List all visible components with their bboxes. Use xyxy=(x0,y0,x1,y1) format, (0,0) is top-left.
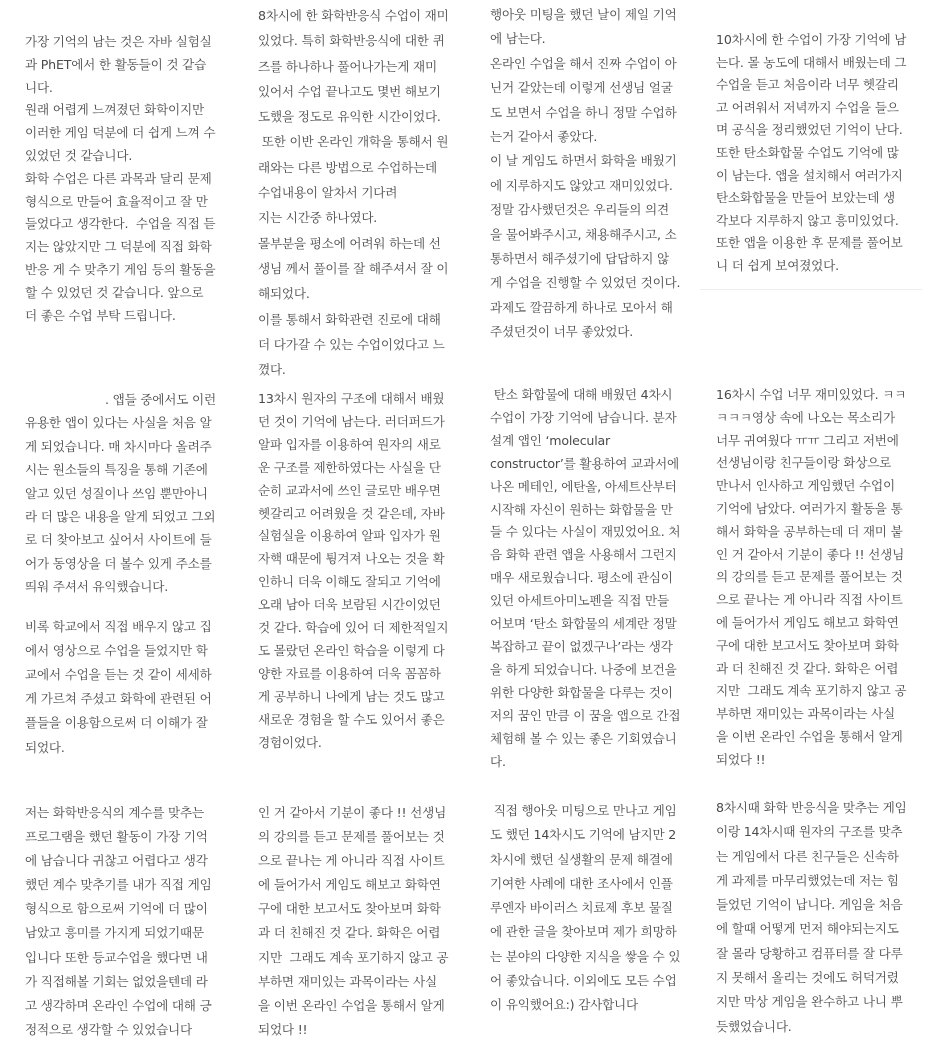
text-line: 시는 원소들의 특징을 통해 기존에 xyxy=(25,462,208,478)
text-line: 게 수업을 진행할 수 있었던 것이다. xyxy=(490,275,681,291)
text-line: 띄워 주셔서 유익했습니다. xyxy=(25,579,169,595)
text-line: 닌거 같았는데 이렇게 선생님 얼굴 xyxy=(490,80,673,96)
text-line: 해서 화학을 공부하는데 더 재미 붙 xyxy=(716,523,903,539)
text-line: 차시에 했던 실생활의 문제 해결에 xyxy=(490,851,673,867)
text-line: 화학 수업은 다른 과목과 달리 문제 xyxy=(25,170,212,186)
text-line: 플들을 이용함으로써 더 이해가 잘 xyxy=(25,715,208,731)
text-line: 반응 게 수 맞추기 게임 등의 활동을 xyxy=(25,261,216,277)
text-line: 또한 앱을 이용한 후 문제를 풀어보 xyxy=(716,235,903,251)
text-line: 듯했었습니다. xyxy=(716,1018,792,1034)
paragraph xyxy=(258,3,449,382)
text-line: 비록 학교에서 직접 배우지 않고 집 xyxy=(25,618,212,634)
text-line: 게 과제를 마무리했었는데 저는 힘 xyxy=(716,872,899,888)
text-line: 16차시 수업 너무 재미있었다. ㅋㅋ xyxy=(716,387,907,402)
text-line: 할 수 있었던 것 같습니다. 앞으로 xyxy=(25,284,204,300)
text-line: 행아웃 미팅을 했던 날이 제일 기억 xyxy=(490,7,677,22)
text-line: 가장 기억의 남는 것은 자바 실험실 xyxy=(25,34,212,49)
feedback-text-block xyxy=(258,3,449,382)
paragraph xyxy=(258,801,448,1042)
text-line: 선생님이랑 친구들이랑 화상으로 xyxy=(716,455,892,471)
text-line: 몰부분을 평소에 어려워 하는데 선 xyxy=(258,235,441,251)
text-line: 수업을 듣고 처음이라 너무 헷갈리 xyxy=(716,77,899,93)
text-line: 8차시때 화학 반응식을 맞추는 게임 xyxy=(716,800,907,815)
text-line: 부하면 재미있는 과목이라는 사실 xyxy=(716,706,895,722)
text-line: 과 더 친해진 것 같다. 화학은 어렵 xyxy=(258,925,441,941)
text-line: 인 거 같아서 기분이 좋다 !! 선생님 xyxy=(258,805,447,820)
text-line: 지만 막상 게임을 완수하고 나니 뿌 xyxy=(716,994,903,1010)
text-line: 에 들어가서 게임도 해보고 화학연 xyxy=(716,614,899,630)
text-line: 이러한 게임 덕분에 더 쉽게 느껴 수 xyxy=(25,125,216,141)
text-line: 던 것이 기억에 남는다. 러더퍼드가 xyxy=(258,413,445,429)
text-line: 이 날 게임도 하면서 화학을 배웠기 xyxy=(490,153,677,169)
text-line: 도 보면서 수업을 하니 정말 수업하 xyxy=(490,104,677,120)
text-line: 오래 남아 더욱 보람된 시간이었던 xyxy=(258,597,441,613)
text-line: 에 지루하지도 않았고 재미있었다. xyxy=(490,177,673,193)
paragraph xyxy=(258,388,448,755)
text-line: 에 관한 글을 찾아보며 제가 희망하 xyxy=(490,924,677,940)
text-line: 수업이 가장 기억에 남습니다. 분자 xyxy=(490,409,677,425)
text-line: 의 강의를 듣고 문제를 풀어보는 것 xyxy=(258,829,445,845)
text-line: 잘 몰라 당황하고 컴퓨터를 잘 다루 xyxy=(716,945,903,961)
paragraph xyxy=(716,384,906,772)
text-line: 남았고 흥미를 가지게 되었기때문 xyxy=(25,925,204,941)
text-line: 에 할때 어떻게 먼저 해야되는지도 xyxy=(716,921,899,937)
text-line: 교에서 수업을 듣는 것 같이 세세하 xyxy=(25,667,212,683)
text-line: 인 거 같아서 기분이 좋다 !! 선생님 xyxy=(716,546,905,562)
text-line: 며 공식을 정리했었던 기억이 난다. xyxy=(716,122,903,138)
feedback-text-block xyxy=(25,388,216,760)
text-line: 어가 동영상을 더 볼수 있게 주소를 xyxy=(25,555,212,571)
feedback-text-block xyxy=(716,29,906,278)
text-line: 유용한 앱이 있다는 사실을 처음 알 xyxy=(25,415,212,431)
text-line: 이 유익했어요:) 감사합니다 xyxy=(490,997,638,1013)
text-line: 고 생각하며 온라인 수업에 대해 긍 xyxy=(25,997,212,1013)
text-line: 구에 대한 보고서도 찾아보며 화학 xyxy=(716,637,899,653)
text-line: 들었다고 생각한다. 수업을 직접 듣 xyxy=(25,216,216,232)
text-line: 지 못해서 올리는 것에도 허덕거렸 xyxy=(716,970,899,986)
text-line: 는 분야의 다양한 지식을 쌓을 수 있 xyxy=(490,948,681,964)
text-line: 경험이었다. xyxy=(258,734,322,750)
text-line: 새로운 경험을 할 수도 있어서 좋은 xyxy=(258,711,445,727)
text-line: 탄소화합물을 만들어 보았는데 생 xyxy=(716,190,895,206)
text-line: 으로 끝나는 게 아니라 직접 사이트 xyxy=(716,592,903,608)
text-line: 도 했던 14차시도 기억에 남지만 2 xyxy=(490,827,677,843)
feedback-text-block xyxy=(490,3,680,345)
text-line: 과 더 친해진 것 같다. 화학은 어렵 xyxy=(716,660,899,676)
text-line: 있었다. 특히 화학반응식에 대한 퀴 xyxy=(258,33,445,49)
text-line: 운 구조를 제한하였다는 사실을 단 xyxy=(258,459,441,475)
text-line: 직접 행아웃 미팅으로 만나고 게임 xyxy=(490,803,677,818)
text-line: 생님 께서 풀이를 잘 해주셔서 잘 이 xyxy=(258,260,449,276)
text-line: 이 남는다. 앱을 설치해서 여러가지 xyxy=(716,167,903,183)
text-line: 형식으로 만들어 효율적이고 잘 만 xyxy=(25,193,208,209)
text-line: 온라인 수업을 해서 진짜 수업이 아 xyxy=(490,55,677,71)
text-line: 과 PhET에서 한 활동들이 것 같습 xyxy=(25,56,207,72)
text-line: 과제도 깔끔하게 하나로 모아서 해 xyxy=(490,299,673,315)
text-line: 알파 입자를 이용하여 원자의 새로 xyxy=(258,436,441,452)
text-line: 에 남습니다 귀찮고 어렵다고 생각 xyxy=(25,853,208,869)
text-line: 에서 영상으로 수업을 들었지만 학 xyxy=(25,642,208,658)
text-line: 게 가르쳐 주셨고 화학에 관련된 어 xyxy=(25,691,212,707)
feedback-text-block xyxy=(716,796,907,1039)
text-line: 각보다 지루하지 않고 흥미있었다. xyxy=(716,212,899,228)
text-line: 시작해 자신이 원하는 화합물을 만 xyxy=(490,501,673,517)
text-line: 위한 다양한 화합물을 다루는 것이 xyxy=(490,684,673,700)
paragraph xyxy=(490,384,680,773)
text-line: 정적으로 생각할 수 있었습니다 xyxy=(25,1021,192,1037)
text-line: 꼈다. xyxy=(258,362,286,378)
text-line: 있어서 수업 끝나고도 몇번 해보기 xyxy=(258,83,441,99)
text-line: 을 물어봐주시고, 채용해주시고, 소 xyxy=(490,226,677,242)
text-line: 다. xyxy=(490,753,506,769)
text-line: 어보며 ‘탄소 화합물의 세계란 정말 xyxy=(490,616,677,632)
text-line: . 앱들 중에서도 이런 xyxy=(105,392,216,407)
text-line: 음 화학 관련 앱을 사용해서 그런지 xyxy=(490,547,677,563)
text-line: 수업내용이 알차서 기다려 xyxy=(258,185,398,201)
text-line: 구에 대한 보고서도 찾아보며 화학 xyxy=(258,901,441,917)
text-line: 것 같다. 학습에 있어 더 제한적일지 xyxy=(258,620,449,636)
text-line: 8차시에 한 화학반응식 수업이 재미 xyxy=(258,8,449,23)
text-line: 도했을 정도로 유익한 시간이었다. xyxy=(258,109,441,125)
text-line: 의 강의를 듣고 문제를 풀어보는 것 xyxy=(716,569,903,585)
divider xyxy=(700,289,922,290)
text-line: 원래 어렵게 느껴졌던 화학이지만 xyxy=(25,102,204,118)
text-line: 부하면 재미있는 과목이라는 사실 xyxy=(258,973,437,989)
text-line: 되었다 !! xyxy=(716,751,766,767)
text-line: ㅋㅋㅋ영상 속에 나오는 목소리가 xyxy=(716,409,895,425)
text-line: 라 더 많은 내용을 알게 되었고 그외 xyxy=(25,509,216,525)
feedback-text-block xyxy=(490,384,680,773)
text-line: 인하니 더욱 이해도 잘되고 기억에 xyxy=(258,574,441,590)
text-line: 게 공부하니 나에게 남는 것도 많고 xyxy=(258,688,445,704)
text-line: 루엔자 바이러스 치료제 후보 물질 xyxy=(490,900,673,916)
text-line: 매우 새로웠습니다. 평소에 관심이 xyxy=(490,570,673,586)
text-line: 지는 시간중 하나였다. xyxy=(258,210,378,226)
paragraph xyxy=(490,3,680,345)
text-line: 에 남는다. xyxy=(490,31,546,47)
text-line: 있던 아세트아미노펜을 직접 만들 xyxy=(490,593,669,609)
text-line: 만나서 인사하고 게임했던 수업이 xyxy=(716,478,895,494)
text-line: 형식으로 함으로써 기억에 더 많이 xyxy=(25,901,208,917)
text-line: 주셨던것이 너무 좋았었다. xyxy=(490,324,634,340)
text-line: 알고 있던 성질이나 쓰임 뿐만아니 xyxy=(25,485,208,501)
text-line: 했던 계수 맞추기를 내가 직접 게임 xyxy=(25,877,212,893)
feedback-text-block xyxy=(25,801,212,1042)
text-line: 자핵 때문에 튕겨져 나오는 것을 확 xyxy=(258,551,445,567)
text-line: 들었던 기억이 납니다. 게임을 처음 xyxy=(716,897,903,913)
text-line: 있었던 것 같습니다. xyxy=(25,147,133,163)
text-line: 해되었다. xyxy=(258,286,310,302)
text-line: 이를 통해서 화학관련 진로에 대해 xyxy=(258,311,441,327)
text-line: 을 하게 되었습니다. 나중에 보건을 xyxy=(490,661,677,677)
text-line: 이랑 14차시때 원자의 구조를 맞추 xyxy=(716,824,903,840)
text-line: 어 좋았습니다. 이외에도 모든 수업 xyxy=(490,973,677,989)
text-line: 탄소 화합물에 대해 배웠던 4차시 xyxy=(490,387,673,402)
paragraph xyxy=(716,796,907,1039)
text-line: 니다. xyxy=(25,79,53,95)
text-line: 니 더 쉽게 보여졌었다. xyxy=(716,257,839,273)
text-line: 프로그램을 했던 활동이 가장 기억 xyxy=(25,829,208,845)
text-line: 순히 교과서에 쓰인 글로만 배우면 xyxy=(258,482,441,498)
text-line: 지는 않았지만 그 덕분에 직접 화학 xyxy=(25,239,212,255)
feedback-text-block xyxy=(258,388,448,755)
text-line: 에 들어가서 게임도 해보고 화학연 xyxy=(258,877,441,893)
text-line: 또한 탄소화합물 수업도 기억에 많 xyxy=(716,144,899,160)
text-line: 기여한 사례에 대한 조사에서 인플 xyxy=(490,875,673,891)
text-line: 는 게임에서 다른 친구들은 신속하 xyxy=(716,848,899,864)
text-line: 너무 귀여웠다 ㅠㅠ 그리고 저번에 xyxy=(716,432,899,448)
text-line: 저의 꿈인 만큼 이 꿈을 앱으로 간접 xyxy=(490,707,681,723)
text-line: 양한 자료를 이용하여 더욱 꼼꼼하 xyxy=(258,665,441,681)
feedback-text-block xyxy=(490,799,680,1018)
paragraph xyxy=(25,801,212,1042)
paragraph xyxy=(25,388,216,599)
text-line: 저는 화학반응식의 계수를 맞추는 xyxy=(25,805,204,820)
text-line: 복잡하고 끝이 없겠구나’라는 생각 xyxy=(490,638,673,654)
text-line: 10차시에 한 수업이 가장 기억에 남 xyxy=(716,32,907,47)
text-line: 즈를 하나하나 풀어나가는게 재미 xyxy=(258,58,437,74)
text-line: 입니다 또한 등교수업을 했다면 내 xyxy=(25,949,208,965)
text-line: 실험실을 이용하여 알파 입자가 원 xyxy=(258,528,441,544)
text-line: 는다. 몰 농도에 대해서 배웠는데 그 xyxy=(716,54,907,70)
text-line: 기억에 남았다. 여러가지 활동을 통 xyxy=(716,500,903,516)
text-line: 로 더 찾아보고 싶어서 사이트에 들 xyxy=(25,532,212,548)
text-line: 되었다 !! xyxy=(258,1021,308,1037)
text-line: 또한 이반 온라인 개학을 통해서 원 xyxy=(258,134,449,150)
feedback-text-block xyxy=(25,31,215,327)
text-line: 13차시 원자의 구조에 대해서 배웠 xyxy=(258,391,445,406)
text-line: 가 직접해볼 기회는 없었을텐데 라 xyxy=(25,973,208,989)
paragraph xyxy=(25,615,216,760)
text-line: 도 몰랐던 온라인 학습을 이렇게 다 xyxy=(258,642,445,658)
text-line: 래와는 다른 방법으로 수업하는데 xyxy=(258,159,437,175)
feedback-text-block xyxy=(258,801,448,1042)
text-line: 설계 앱인 ‘molecular xyxy=(490,432,610,448)
text-line: 통하면서 해주셨기에 답답하지 않 xyxy=(490,251,669,267)
text-line: 나온 메테인, 에탄올, 아세트산부터 xyxy=(490,478,677,494)
feedback-text-block xyxy=(716,384,906,772)
text-line: 헷갈리고 어려웠을 것 같은데, 자바 xyxy=(258,505,445,521)
text-line: 지만 그래도 계속 포기하지 않고 공 xyxy=(258,949,449,965)
text-line: 으로 끝나는 게 아니라 직접 사이트 xyxy=(258,853,445,869)
text-line: 더 좋은 수업 부탁 드립니다. xyxy=(25,307,176,323)
text-line: 정말 감사했던것은 우리들의 의견 xyxy=(490,202,669,218)
text-line: 되었다. xyxy=(25,739,65,755)
paragraph xyxy=(490,799,680,1018)
text-line: 을 이번 온라인 수업을 통해서 알게 xyxy=(258,997,445,1013)
paragraph xyxy=(25,31,215,327)
text-line: 을 이번 온라인 수업을 통해서 알게 xyxy=(716,728,903,744)
text-line: 고 어려워서 저녁까지 수업을 들으 xyxy=(716,99,899,115)
text-line: 더 다가갈 수 있는 수업이었다고 느 xyxy=(258,336,445,352)
text-line: 는거 같아서 좋았다. xyxy=(490,129,598,145)
text-line: 체험해 볼 수 있는 좋은 기회였습니 xyxy=(490,730,677,746)
text-line: constructor’를 활용하여 교과서에 xyxy=(490,455,679,471)
text-line: 지만 그래도 계속 포기하지 않고 공 xyxy=(716,683,907,699)
text-line: 들 수 있다는 사실이 재밌었어요. 처 xyxy=(490,524,681,540)
text-line: 게 되었습니다. 매 차시마다 올려주 xyxy=(25,438,212,454)
paragraph xyxy=(716,29,906,278)
